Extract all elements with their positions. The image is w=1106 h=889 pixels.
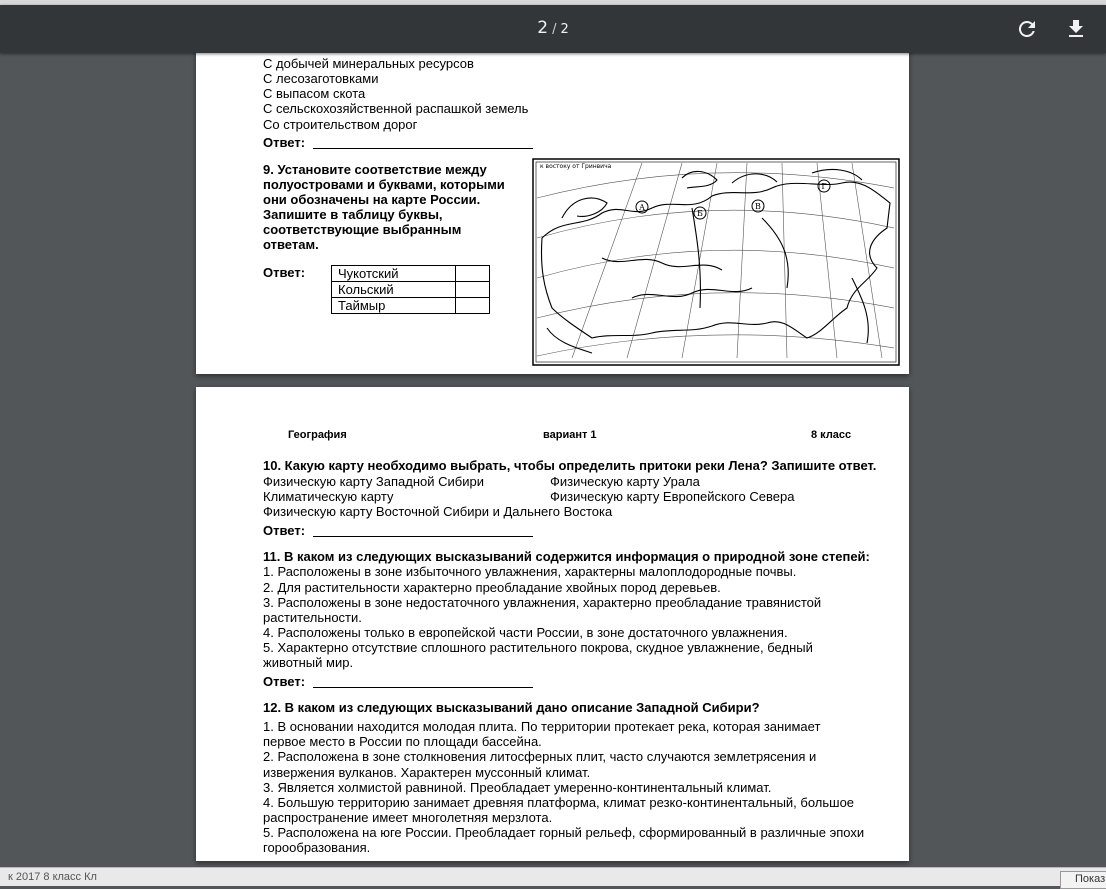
pdf-toolbar	[0, 5, 1106, 53]
q9-answer-label: Ответ:	[263, 265, 306, 280]
option-line: С лесозаготовками	[263, 71, 379, 86]
q9-answer-table	[331, 265, 490, 314]
answer-label: Ответ:	[263, 135, 306, 150]
table-row	[332, 298, 490, 314]
q10-answer-label: Ответ:	[263, 523, 306, 538]
q9-title-line: ответам.	[263, 237, 319, 252]
q10-option: Физическую карту Урала	[550, 474, 700, 489]
answer-line	[313, 148, 533, 149]
q10-option: Физическую карту Европейского Севера	[550, 489, 795, 504]
q11-title: 11. В каком из следующих высказываний содержится информация о природной зоне степей:	[263, 549, 870, 564]
bottom-status-bar	[0, 867, 1106, 886]
map-letter: Б	[697, 209, 703, 218]
option-line: Со строительством дорог	[263, 117, 418, 132]
header-subject: География	[288, 429, 347, 441]
download-icon	[1064, 17, 1088, 41]
q12-line: 3. Является холмистой равниной. Преобладает умеренно-континентальный климат.	[263, 780, 772, 795]
answer-cell	[456, 282, 490, 298]
map-letter: Г	[821, 182, 827, 191]
peninsula-name: Таймыр	[332, 298, 456, 314]
peninsula-name: Кольский	[332, 282, 456, 298]
table-row	[332, 282, 490, 298]
peninsula-name: Чукотский	[332, 266, 456, 282]
download-button[interactable]	[1064, 17, 1088, 41]
q9-title-line: 9. Установите соответствие между	[263, 162, 487, 177]
q12-line: извержения вулканов. Характерен муссонный климат.	[263, 765, 591, 780]
q10-option: Климатическую карту	[263, 489, 394, 504]
q12-title: 12. В каком из следующих высказываний дано описание Западной Сибири?	[263, 700, 760, 715]
page-indicator	[520, 18, 586, 38]
total-pages: 2	[560, 22, 569, 37]
q12-line: горообразования.	[263, 840, 371, 855]
russia-outline-map	[532, 158, 900, 366]
q12-line: 1. В основании находится молодая плита. По территории протекает река, которая занимает	[263, 719, 821, 734]
map-caption: к востоку от Гринвича	[540, 163, 612, 170]
pdf-page-1	[196, 40, 909, 374]
page-separator: /	[552, 22, 557, 37]
q9-title-line: они обозначены на карте России.	[263, 192, 481, 207]
rotate-button[interactable]	[1015, 17, 1039, 41]
answer-line	[313, 536, 533, 537]
q11-line: 5. Характерно отсутствие сплошного растительного покрова, скудное увлажнение, бедный	[263, 640, 813, 655]
q12-line: 4. Большую территорию занимает древняя платформа, климат резко-континентальный, большое	[263, 795, 855, 810]
q10-title: 10. Какую карту необходимо выбрать, чтобы определить притоки реки Лена? Запишите ответ.	[263, 458, 877, 473]
q11-line: 2. Для растительности характерно преобладание хвойных пород деревьев.	[263, 580, 721, 595]
option-line: С добычей минеральных ресурсов	[263, 56, 474, 71]
q9-title-line: полуостровами и буквами, которыми	[263, 177, 505, 192]
show-button[interactable]: Показ	[1060, 871, 1106, 889]
q11-line: животный мир.	[263, 655, 354, 670]
map-letter: А	[638, 203, 646, 212]
current-page-number[interactable]: 2	[537, 18, 549, 38]
q11-answer-label: Ответ:	[263, 674, 306, 689]
q12-line: 5. Расположена на юге России. Преобладает горный рельеф, сформированный в различные эпохи	[263, 825, 865, 840]
q12-line: первое место в России по площади бассейна.	[263, 734, 542, 749]
q10-option: Физическую карту Западной Сибири	[263, 474, 484, 489]
q11-line: 3. Расположены в зоне недостаточного увлажнения, характерно преобладание травянистой	[263, 595, 822, 610]
q11-line: 1. Расположены в зоне избыточного увлажнения, характерны малоплодородные почвы.	[263, 564, 797, 579]
header-variant: вариант 1	[543, 429, 597, 441]
map-letter: В	[755, 202, 761, 211]
q12-line: распространение имеет многолетняя мерзлота.	[263, 810, 553, 825]
option-line: С сельскохозяйственной распашкой земель	[263, 101, 529, 116]
q9-title-line: Запишите в таблицу буквы,	[263, 207, 443, 222]
answer-cell	[456, 298, 490, 314]
pdf-page-2	[196, 387, 909, 861]
header-grade: 8 класс	[811, 429, 852, 441]
q9-title-line: соответствующие выбранным	[263, 222, 462, 237]
status-text: к 2017 8 класс Кл	[8, 871, 97, 883]
option-line: С выпасом скота	[263, 86, 366, 101]
answer-cell	[456, 266, 490, 282]
q12-line: 2. Расположена в зоне столкновения литосферных плит, часто случаются землетрясения и	[263, 749, 817, 764]
table-row	[332, 266, 490, 282]
answer-line	[313, 687, 533, 688]
q10-option: Физическую карту Восточной Сибири и Дальнего Востока	[263, 504, 613, 519]
q11-line: растительности.	[263, 610, 362, 625]
q11-line: 4. Расположены только в европейской части России, в зоне достаточного увлажнения.	[263, 625, 788, 640]
rotate-icon	[1015, 17, 1039, 41]
